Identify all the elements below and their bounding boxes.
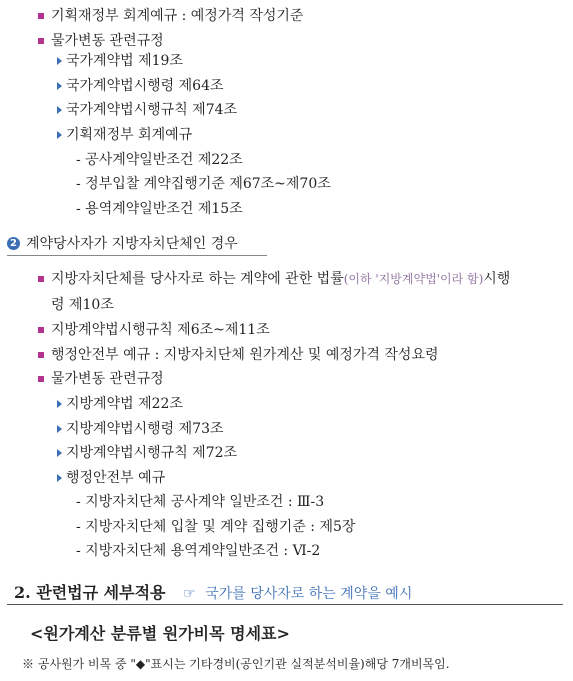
heading-title: 2. 관련법규 세부적용 xyxy=(14,583,166,602)
sub-list-item: 국가계약법시행규칙 제74조 xyxy=(66,102,238,118)
section-title: 계약당사자가 지방자치단체인 경우 xyxy=(26,236,238,252)
pointing-hand-icon: ☞ xyxy=(183,586,196,602)
list-item: 지방계약법시행규칙 제6조~제11조 xyxy=(51,322,270,338)
list-item xyxy=(51,270,510,288)
sub-list-item: 기획재정부 회계예규 xyxy=(66,127,193,143)
list-item: 물가변동 관련규정 xyxy=(51,33,164,49)
sub-list-item: 지방계약법시행규칙 제72조 xyxy=(66,445,238,461)
law-name-tail: 시행 xyxy=(483,271,511,287)
list-item-continuation: 령 제10조 xyxy=(51,297,114,313)
law-name: 지방자치단체를 당사자로 하는 계약에 관한 법률 xyxy=(51,271,344,287)
sub-list-item: 지방계약법 제22조 xyxy=(66,396,183,412)
bullet-square-icon xyxy=(38,276,44,282)
bullet-square-icon xyxy=(38,38,44,44)
bullet-square-icon xyxy=(38,352,44,358)
dash-list-item: - 용역계약일반조건 제15조 xyxy=(76,201,243,217)
section-underline xyxy=(7,255,267,256)
bullet-triangle-icon xyxy=(57,131,62,139)
bullet-square-icon xyxy=(38,327,44,333)
dash-list-item: - 정부입찰 계약집행기준 제67조~제70조 xyxy=(76,176,331,192)
bullet-square-icon xyxy=(38,376,44,382)
bullet-triangle-icon xyxy=(57,425,62,433)
heading-note: 국가를 당사자로 하는 계약을 예시 xyxy=(205,586,413,602)
bullet-triangle-icon xyxy=(57,106,62,114)
dash-list-item: - 공사계약일반조건 제22조 xyxy=(76,152,243,168)
sub-list-item: 행정안전부 예규 xyxy=(66,470,166,486)
dash-list-item: - 지방자치단체 입찰 및 계약 집행기준 : 제5장 xyxy=(76,519,356,535)
list-item: 물가변동 관련규정 xyxy=(51,371,164,387)
heading-underline xyxy=(7,604,563,605)
dash-list-item: - 지방자치단체 공사계약 일반조건 : Ⅲ-3 xyxy=(76,494,325,510)
footnote: ※ 공사원가 비목 중 "◆"표시는 기타경비(공인기관 실적분석비율)해당 7개비목임. xyxy=(22,657,450,671)
number-2-icon: 2 xyxy=(7,237,20,250)
bullet-square-icon xyxy=(38,13,44,19)
list-item: 행정안전부 예규 : 지방자치단체 원가계산 및 예정가격 작성요령 xyxy=(51,347,439,363)
bullet-triangle-icon xyxy=(57,449,62,457)
sub-list-item: 지방계약법시행령 제73조 xyxy=(66,421,224,437)
law-abbreviation-note: (이하 '지방계약법'이라 함) xyxy=(343,272,484,286)
bullet-triangle-icon xyxy=(57,400,62,408)
bullet-triangle-icon xyxy=(57,82,62,90)
bullet-triangle-icon xyxy=(57,57,62,65)
sub-list-item: 국가계약법 제19조 xyxy=(66,53,183,69)
sub-list-item: 국가계약법시행령 제64조 xyxy=(66,78,224,94)
table-title: <원가계산 분류별 원가비목 명세표> xyxy=(30,624,290,643)
list-item: 기획재정부 회계예규 : 예정가격 작성기준 xyxy=(51,8,304,24)
dash-list-item: - 지방자치단체 용역계약일반조건 : Ⅵ-2 xyxy=(76,543,321,559)
bullet-triangle-icon xyxy=(57,474,62,482)
section-heading xyxy=(14,583,412,604)
